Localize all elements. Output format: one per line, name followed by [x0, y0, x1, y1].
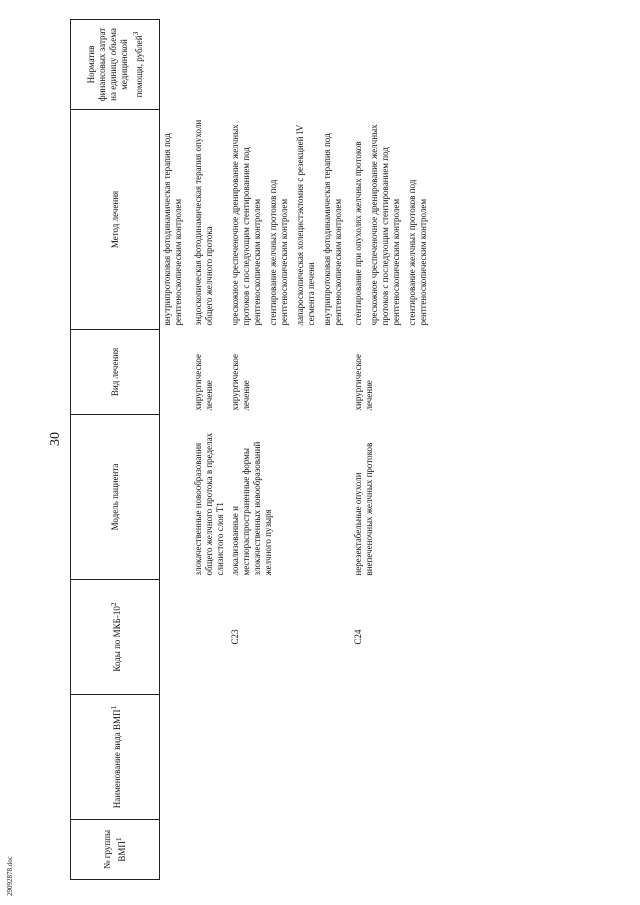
- header-treatment-method: Метод лечения: [71, 110, 160, 330]
- patient-model: злокачественные новообразования общего желчного протока в пределах слизистого слоя T1: [193, 432, 225, 576]
- header-norm: Норматив финансовых затрат на единицу объема медицинской помощи, рублей$^3$: [71, 20, 160, 110]
- patient-model: локализованные и местнораспространенные формы злокачественных новообразований желчного пузыря: [230, 441, 273, 576]
- treatment-method: чрескожное чреспеченочное дренирование желчных протоков с последующим стентированием под рентгеноскопическим контролем стентирование желчных протоков под рентгеноскопическим контролем лапароскопическая холецистэктомия с резекцией IV сегмента печени внутрипротоковая фотодинамическая терапия под рентгеноскопическим контролем: [230, 124, 343, 326]
- header-vmp-name: Наименование вида ВМП$^1$: [71, 695, 160, 820]
- rotated-table-container: [70, 20, 570, 880]
- treatment-type: хирургическое лечение: [193, 354, 214, 411]
- header-treatment-type: Вид лечения: [71, 330, 160, 415]
- icd-code: [191, 580, 228, 695]
- treatment-method: внутрипротоковая фотодинамическая терапия под рентгеноскопическим контролем: [162, 133, 183, 326]
- treatment-type: [160, 330, 192, 415]
- icd-code: C23: [230, 629, 240, 645]
- treatment-type: хирургическое лечение: [353, 354, 374, 411]
- treatment-method: стентирование при опухолях желчных протоков чрескожное чреспеченочное дренирование желчных протоков с последующим стентированием под рентгеноскопическим контролем стентирование желчных протоков под рентгеноскопическим контролем: [353, 124, 428, 326]
- patient-model: [160, 415, 192, 580]
- table-row: [351, 20, 436, 880]
- table-row: [160, 20, 192, 880]
- vmp-table: [70, 19, 436, 880]
- header-patient-model: Модель пациента: [71, 415, 160, 580]
- table-row: [191, 20, 228, 880]
- header-icd-codes: Коды по МКБ-$10^2$: [71, 580, 160, 695]
- treatment-type: хирургическое лечение: [230, 354, 251, 411]
- treatment-method: эндоскопическая фотодинамическая терапия опухоли общего желчного протока: [193, 119, 214, 326]
- table-row: [228, 20, 351, 880]
- page-number: 30: [48, 432, 63, 446]
- icd-code: [160, 580, 192, 695]
- patient-model: нерезектабельные опухоли внепеченочных желчных протоков: [353, 442, 374, 576]
- icd-code: C24: [353, 629, 363, 645]
- header-group-no: № группы ВМП$^1$: [71, 820, 160, 880]
- document-footer: 29092878.doc: [6, 856, 14, 896]
